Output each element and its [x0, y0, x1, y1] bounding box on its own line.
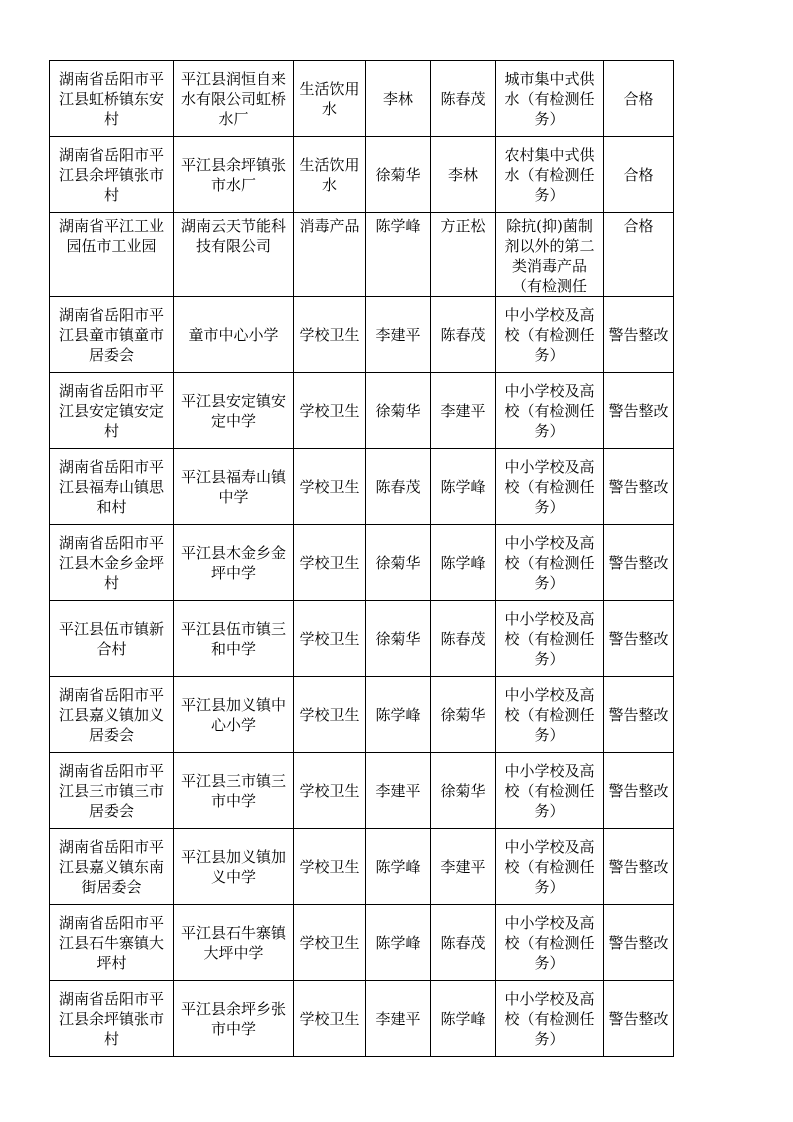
item-cell: 中小学校及高校（有检测任务） [496, 981, 604, 1057]
inspector1-cell: 李林 [366, 61, 431, 137]
table-row [50, 905, 674, 981]
category-cell: 生活饮用水 [294, 61, 366, 137]
unit-cell: 平江县木金乡金坪中学 [174, 525, 294, 601]
inspection-table-body [50, 61, 674, 1057]
table-row [50, 677, 674, 753]
item-cell: 中小学校及高校（有检测任务） [496, 829, 604, 905]
item-cell: 中小学校及高校（有检测任务） [496, 373, 604, 449]
inspector1-cell: 徐菊华 [366, 137, 431, 213]
table-row [50, 601, 674, 677]
location-cell: 湖南省岳阳市平江县虹桥镇东安村 [50, 61, 174, 137]
item-cell: 中小学校及高校（有检测任务） [496, 297, 604, 373]
unit-cell: 平江县福寿山镇中学 [174, 449, 294, 525]
category-cell: 学校卫生 [294, 601, 366, 677]
location-cell: 湖南省岳阳市平江县木金乡金坪村 [50, 525, 174, 601]
table-row [50, 753, 674, 829]
category-cell: 学校卫生 [294, 297, 366, 373]
result-cell: 合格 [604, 213, 674, 297]
inspector2-cell: 徐菊华 [431, 753, 496, 829]
unit-cell: 平江县安定镇安定中学 [174, 373, 294, 449]
location-cell: 湖南省岳阳市平江县余坪镇张市村 [50, 981, 174, 1057]
category-cell: 学校卫生 [294, 677, 366, 753]
category-cell: 学校卫生 [294, 373, 366, 449]
item-cell: 农村集中式供水（有检测任务） [496, 137, 604, 213]
result-cell: 警告整改 [604, 373, 674, 449]
location-cell: 湖南省岳阳市平江县安定镇安定村 [50, 373, 174, 449]
unit-cell: 平江县伍市镇三和中学 [174, 601, 294, 677]
location-cell: 湖南省岳阳市平江县嘉义镇东南街居委会 [50, 829, 174, 905]
item-cell: 中小学校及高校（有检测任务） [496, 601, 604, 677]
category-cell: 学校卫生 [294, 449, 366, 525]
inspector2-cell: 陈春茂 [431, 297, 496, 373]
inspector2-cell: 陈学峰 [431, 981, 496, 1057]
item-cell: 中小学校及高校（有检测任务） [496, 677, 604, 753]
inspector2-cell: 方正松 [431, 213, 496, 297]
item-cell: 中小学校及高校（有检测任务） [496, 449, 604, 525]
result-cell: 警告整改 [604, 677, 674, 753]
inspector2-cell: 陈春茂 [431, 601, 496, 677]
category-cell: 学校卫生 [294, 753, 366, 829]
unit-cell: 平江县加义镇加义中学 [174, 829, 294, 905]
table-row [50, 61, 674, 137]
inspection-table [49, 60, 674, 1057]
inspector1-cell: 陈学峰 [366, 905, 431, 981]
inspector2-cell: 李林 [431, 137, 496, 213]
inspector2-cell: 陈春茂 [431, 61, 496, 137]
result-cell: 警告整改 [604, 449, 674, 525]
inspector1-cell: 徐菊华 [366, 601, 431, 677]
inspector2-cell: 李建平 [431, 829, 496, 905]
table-row [50, 137, 674, 213]
unit-cell: 童市中心小学 [174, 297, 294, 373]
inspector1-cell: 陈学峰 [366, 213, 431, 297]
category-cell: 消毒产品 [294, 213, 366, 297]
inspector1-cell: 陈春茂 [366, 449, 431, 525]
location-cell: 湖南省岳阳市平江县石牛寨镇大坪村 [50, 905, 174, 981]
result-cell: 警告整改 [604, 525, 674, 601]
location-cell: 湖南省岳阳市平江县余坪镇张市村 [50, 137, 174, 213]
unit-cell: 平江县石牛寨镇大坪中学 [174, 905, 294, 981]
inspector2-cell: 陈春茂 [431, 905, 496, 981]
unit-cell: 平江县三市镇三市中学 [174, 753, 294, 829]
inspector1-cell: 陈学峰 [366, 677, 431, 753]
result-cell: 合格 [604, 61, 674, 137]
inspector1-cell: 李建平 [366, 981, 431, 1057]
item-cell: 中小学校及高校（有检测任务） [496, 525, 604, 601]
result-cell: 警告整改 [604, 981, 674, 1057]
category-cell: 生活饮用水 [294, 137, 366, 213]
inspector1-cell: 陈学峰 [366, 829, 431, 905]
unit-cell: 平江县润恒自来水有限公司虹桥水厂 [174, 61, 294, 137]
table-row [50, 297, 674, 373]
inspector1-cell: 李建平 [366, 297, 431, 373]
table-row [50, 829, 674, 905]
item-cell: 城市集中式供水（有检测任务） [496, 61, 604, 137]
inspector2-cell: 陈学峰 [431, 449, 496, 525]
unit-cell: 平江县余坪乡张市中学 [174, 981, 294, 1057]
table-row [50, 373, 674, 449]
inspector2-cell: 徐菊华 [431, 677, 496, 753]
table-row [50, 981, 674, 1057]
location-cell: 湖南省岳阳市平江县三市镇三市居委会 [50, 753, 174, 829]
result-cell: 警告整改 [604, 297, 674, 373]
category-cell: 学校卫生 [294, 981, 366, 1057]
location-cell: 湖南省岳阳市平江县童市镇童市居委会 [50, 297, 174, 373]
table-row [50, 449, 674, 525]
item-cell: 中小学校及高校（有检测任务） [496, 753, 604, 829]
unit-cell: 平江县余坪镇张市水厂 [174, 137, 294, 213]
result-cell: 警告整改 [604, 753, 674, 829]
result-cell: 警告整改 [604, 905, 674, 981]
inspector1-cell: 徐菊华 [366, 525, 431, 601]
inspector2-cell: 李建平 [431, 373, 496, 449]
item-cell: 除抗(抑)菌制剂以外的第二类消毒产品（有检测任 [496, 213, 604, 297]
inspector1-cell: 李建平 [366, 753, 431, 829]
result-cell: 警告整改 [604, 601, 674, 677]
location-cell: 湖南省岳阳市平江县嘉义镇加义居委会 [50, 677, 174, 753]
inspector2-cell: 陈学峰 [431, 525, 496, 601]
location-cell: 平江县伍市镇新合村 [50, 601, 174, 677]
unit-cell: 平江县加义镇中心小学 [174, 677, 294, 753]
inspector1-cell: 徐菊华 [366, 373, 431, 449]
category-cell: 学校卫生 [294, 905, 366, 981]
table-row [50, 525, 674, 601]
category-cell: 学校卫生 [294, 525, 366, 601]
result-cell: 合格 [604, 137, 674, 213]
item-cell: 中小学校及高校（有检测任务） [496, 905, 604, 981]
unit-cell: 湖南云天节能科技有限公司 [174, 213, 294, 297]
category-cell: 学校卫生 [294, 829, 366, 905]
result-cell: 警告整改 [604, 829, 674, 905]
location-cell: 湖南省岳阳市平江县福寿山镇思和村 [50, 449, 174, 525]
location-cell: 湖南省平江工业园伍市工业园 [50, 213, 174, 297]
table-row [50, 213, 674, 297]
